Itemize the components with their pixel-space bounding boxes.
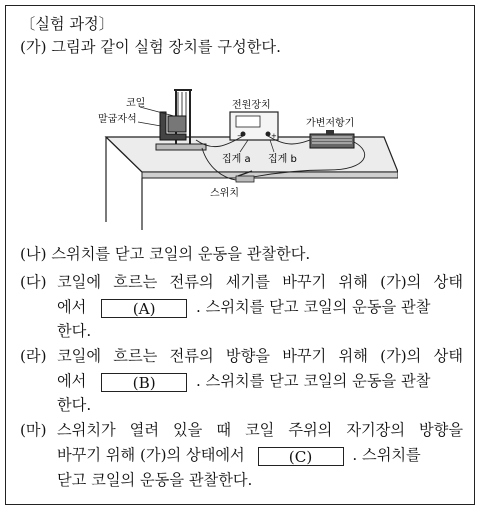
coil-shape bbox=[168, 116, 186, 132]
step-text: 닫고 코일의 운동을 관찰한다. bbox=[57, 471, 253, 489]
svg-text:−: − bbox=[237, 132, 243, 140]
step-marker: (마) bbox=[20, 421, 47, 439]
step-text: 바꾸기 위해 (가)의 상태에서 bbox=[57, 446, 245, 464]
step-ma-line3 bbox=[57, 470, 252, 490]
step-marker: (가) bbox=[20, 38, 47, 56]
step-ma-line1 bbox=[20, 420, 463, 440]
step-da-line3 bbox=[57, 321, 91, 341]
step-text: 스위치가 열려 있을 때 코일 주위의 자기장의 방향을 bbox=[57, 421, 463, 439]
step-text: 그림과 같이 실험 장치를 구성한다. bbox=[51, 38, 281, 56]
power-supply-unit bbox=[230, 112, 278, 140]
step-text: 에서 bbox=[57, 372, 87, 390]
step-text: 스위치를 닫고 코일의 운동을 관찰한다. bbox=[51, 245, 311, 263]
blank-c: (C) bbox=[258, 447, 344, 466]
table-edge bbox=[142, 172, 398, 178]
step-marker: (다) bbox=[20, 273, 47, 291]
label-clip-b: 집게 b bbox=[268, 154, 297, 165]
step-da-line1 bbox=[20, 272, 463, 292]
step-ra-line2 bbox=[57, 371, 430, 392]
step-na bbox=[20, 244, 310, 264]
step-text: 한다. bbox=[57, 396, 92, 414]
step-text: 에서 bbox=[57, 298, 87, 316]
label-rheostat: 가변저항기 bbox=[306, 118, 355, 129]
svg-text:+: + bbox=[271, 132, 277, 140]
experiment-figure bbox=[98, 82, 398, 230]
label-power-supply: 전원장치 bbox=[232, 100, 271, 111]
step-marker: (라) bbox=[20, 347, 47, 365]
step-text: 코일에 흐르는 전류의 방향을 바꾸기 위해 (가)의 상태 bbox=[57, 347, 463, 365]
label-coil: 코일 bbox=[126, 98, 146, 109]
step-text: . 스위치를 닫고 코일의 운동을 관찰 bbox=[196, 298, 431, 316]
step-text: 코일에 흐르는 전류의 세기를 바꾸기 위해 (가)의 상태 bbox=[57, 273, 463, 291]
step-ma-line2 bbox=[57, 445, 421, 466]
step-text: . 스위치를 bbox=[352, 446, 421, 464]
section-title: 〔실험 과정〕 bbox=[20, 15, 114, 33]
rheostat-unit bbox=[310, 130, 354, 148]
step-marker: (나) bbox=[20, 245, 47, 263]
step-da-line2 bbox=[57, 297, 430, 318]
label-clip-a: 집게 a bbox=[222, 154, 251, 165]
blank-a: (A) bbox=[101, 299, 187, 318]
step-ga bbox=[20, 37, 281, 57]
blank-b: (B) bbox=[101, 373, 187, 392]
step-text: 한다. bbox=[57, 322, 92, 340]
step-ra-line1 bbox=[20, 346, 463, 366]
step-text: . 스위치를 닫고 코일의 운동을 관찰 bbox=[196, 372, 431, 390]
step-ra-line3 bbox=[57, 395, 91, 415]
label-switch: 스위치 bbox=[210, 188, 239, 199]
label-horseshoe-magnet: 말굽자석 bbox=[98, 114, 137, 125]
